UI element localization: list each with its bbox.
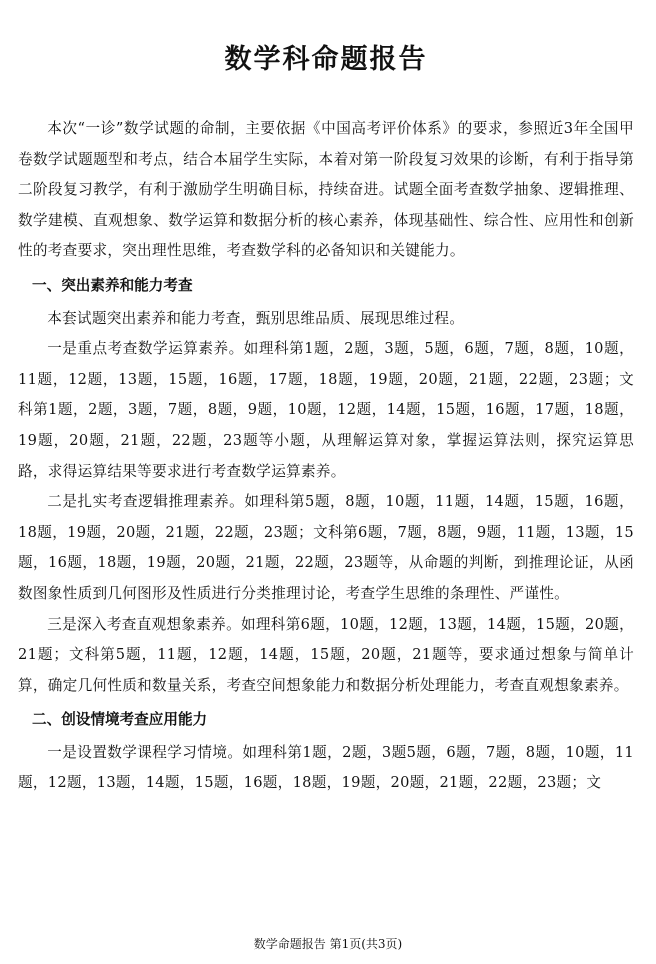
page-title: 数学科命题报告	[224, 44, 428, 75]
section1-paragraph-1: 本套试题突出素养和能力考查，甄别思维品质、展现思维过程。	[47, 309, 465, 327]
intro-paragraph: 本次“一诊”数学试题的命制，主要依据《中国高考评价体系》的要求，参照近3年全国甲卷数学试题题型和考点，结合本届学生实际，本着对第一阶段复习效果的诊断，有利于指导第二阶段复习教学，有利于激励学生明确目标，持续奋进。试题全面考查数学抽象、逻辑推理、数学建模、直观想象、数学运算和数据分析的核心素养，体现基础性、综合性、应用性和创新性的考查要求，突出理性思维，考查数学科的必备知识和关键能力。	[18, 120, 634, 260]
section2-paragraph-1: 一是设置数学课程学习情境。如理科第1题，2题，3题5题，6题，7题，8题，10题，11题，12题，13题，14题，15题，16题，18题，19题，20题，21题，22题，23题；文	[18, 743, 634, 792]
section1-paragraph-2: 一是重点考查数学运算素养。如理科第1题，2题，3题，5题，6题，7题，8题，10题，11题，12题，13题，15题，16题，17题，18题，19题，20题，21题，22题，23题；文科第1题，2题，3题，7题，8题，9题，10题，12题，14题，15题，16题，17题，18题，19题，20题，21题，22题，23题等小题，从理解运算对象，掌握运算法则，探究运算思路，求得运算结果等要求进行考查数学运算素养。	[18, 340, 634, 480]
section-heading-2: 二、创设情境考查应用能力	[32, 711, 208, 729]
section1-paragraph-4: 三是深入考查直观想象素养。如理科第6题，10题，12题，13题，14题，15题，20题，21题；文科第5题，11题，12题，14题，15题，20题，21题等，要求通过想象与简单计算，确定几何性质和数量关系，考查空间想象能力和数据分析处理能力，考查直观想象素养。	[18, 615, 634, 694]
page-footer: 数学命题报告 第1页(共3页)	[253, 937, 403, 951]
section-heading-1: 一、突出素养和能力考查	[32, 276, 193, 294]
section1-paragraph-3: 二是扎实考查逻辑推理素养。如理科第5题，8题，10题，11题，14题，15题，16题，18题，19题，20题，21题，22题，23题；文科第6题，7题，8题，9题，11题，13题，15题，16题，18题，19题，20题，21题，22题，23题等，从命题的判断，到推理论证，从函数图象性质到几何图形及性质进行分类推理讨论，考查学生思维的条理性、严谨性。	[18, 493, 634, 602]
